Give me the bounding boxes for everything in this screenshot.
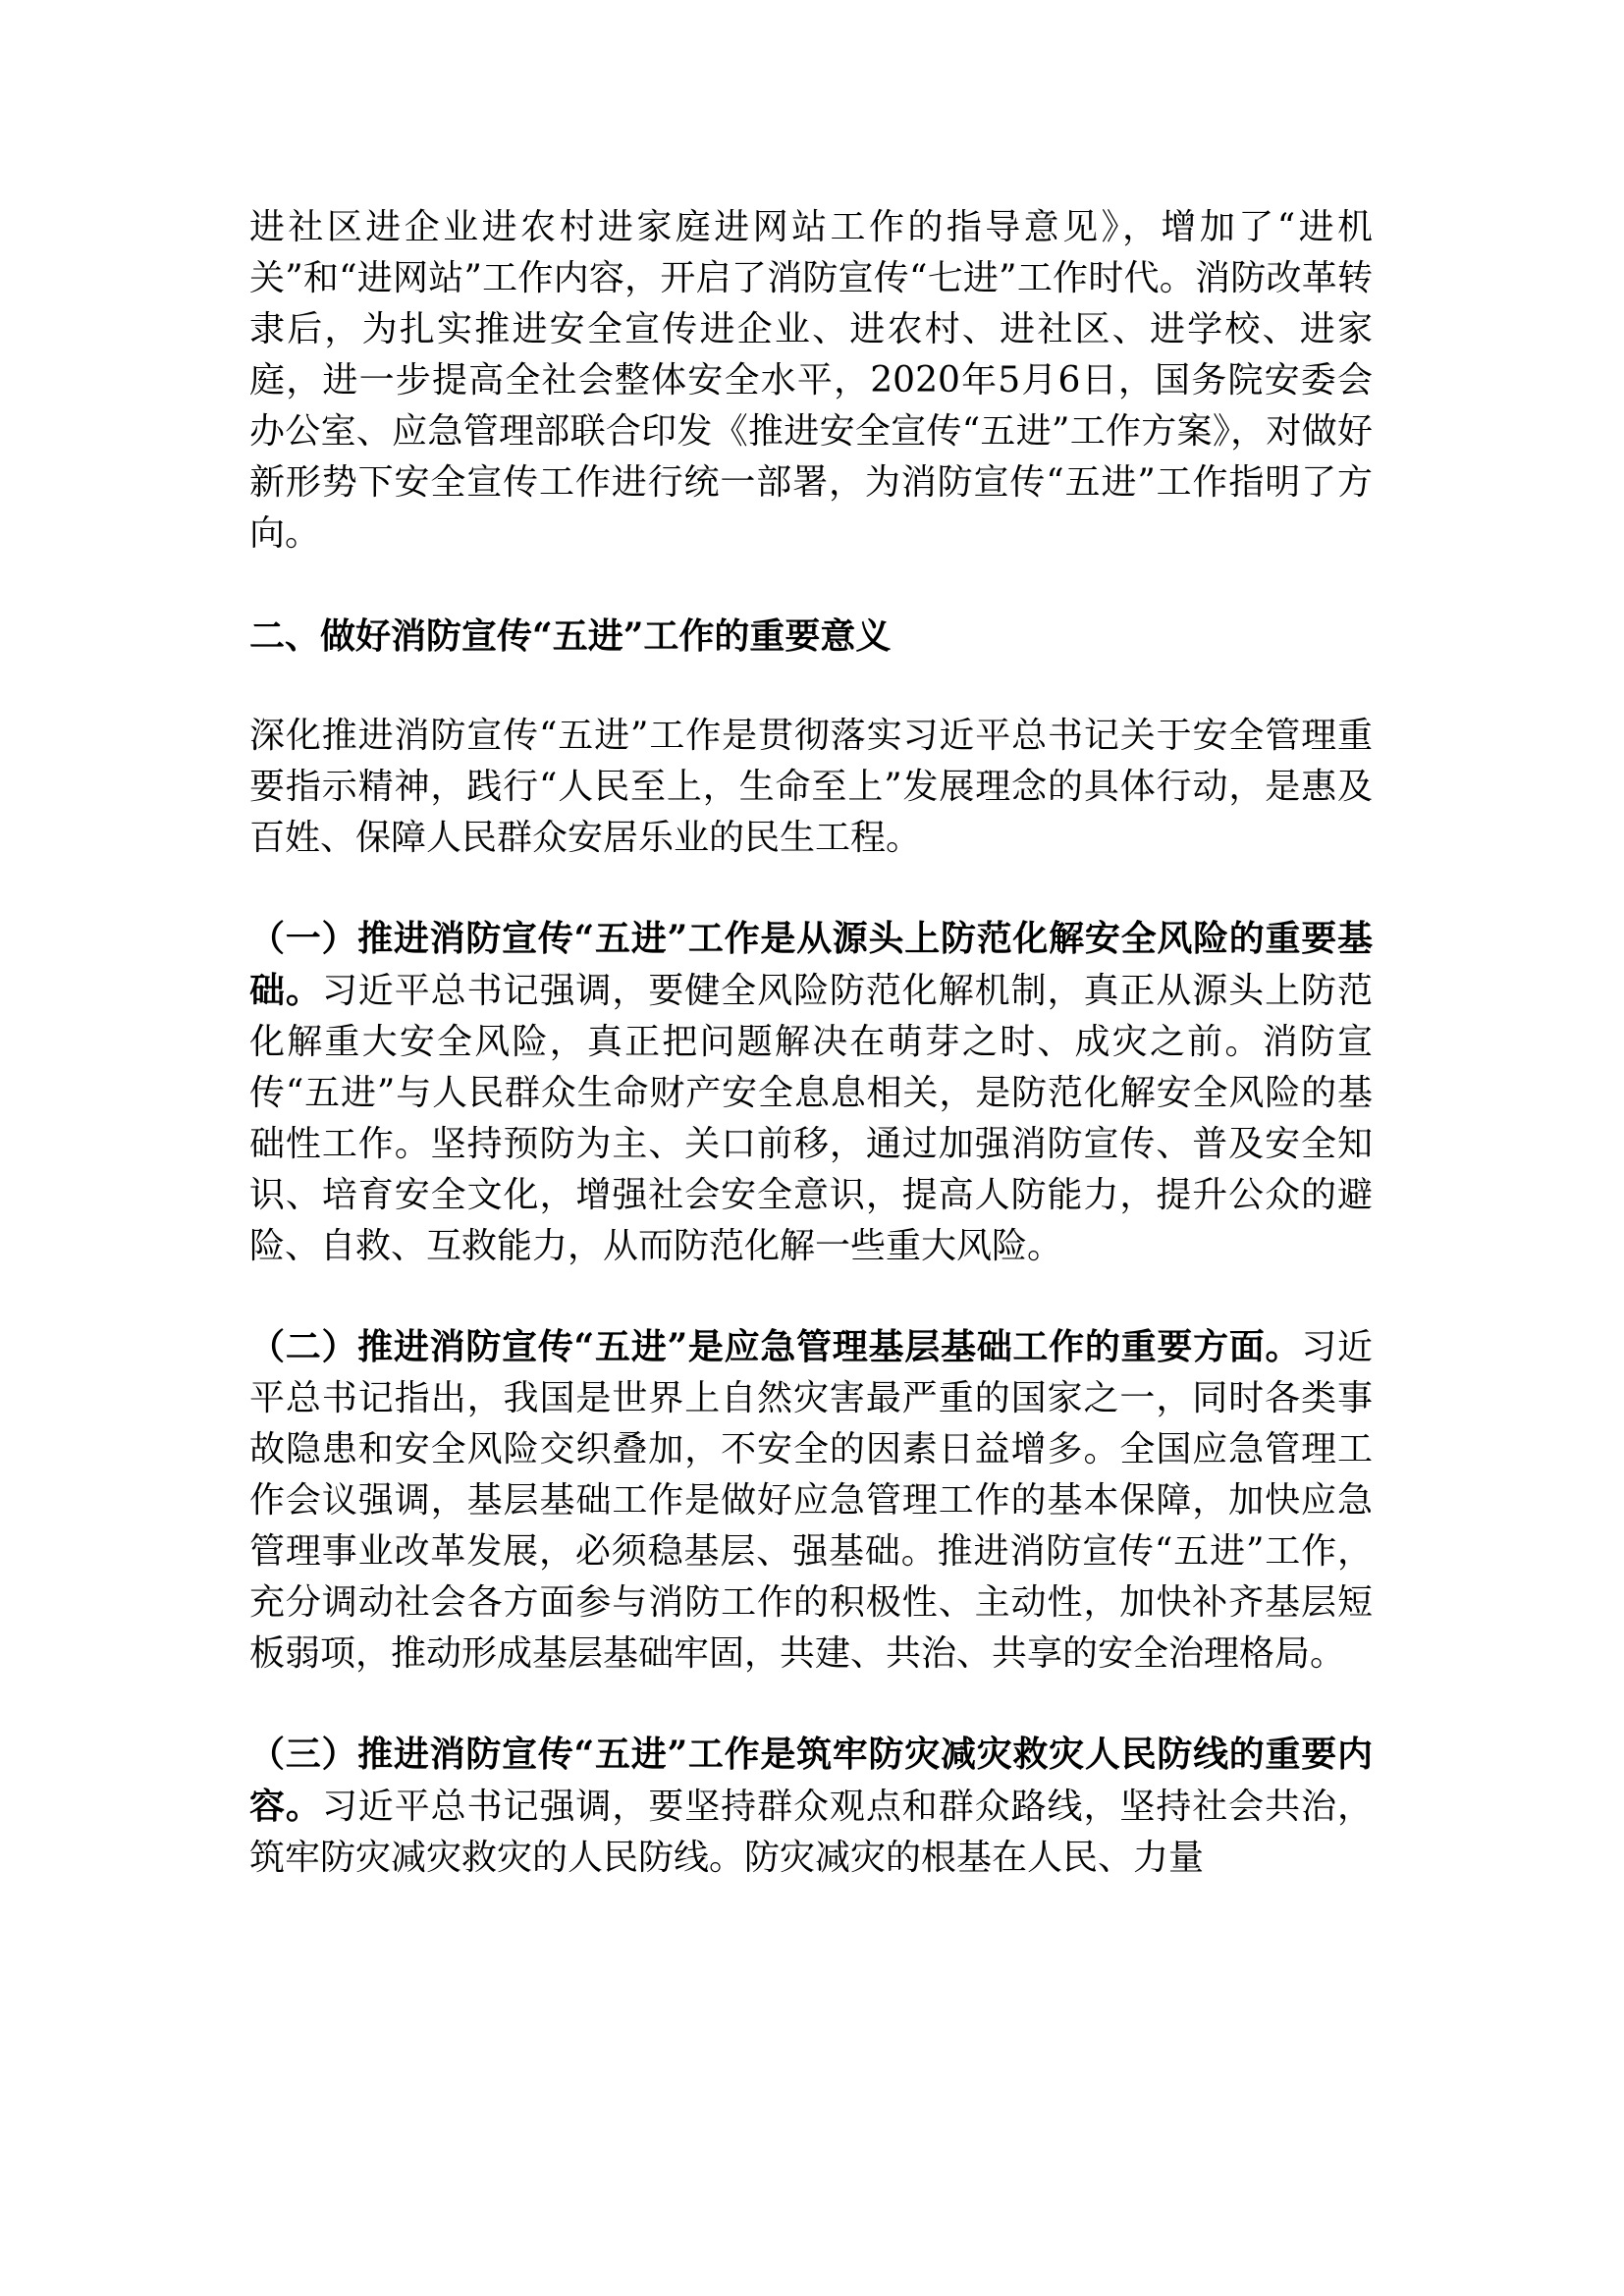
subsection-3-lead: （三）推进消防宣传“五进”工作是筑牢防灾减灾救灾人民防线的重要内容。 — [249, 1734, 1373, 1827]
subsection-2-paragraph — [249, 1321, 1373, 1680]
subsection-2-body: 习近平总书记指出，我国是世界上自然灾害最严重的国家之一，同时各类事故隐患和安全风险交织叠加，不安全的因素日益增多。全国应急管理工作会议强调，基层基础工作是做好应急管理工作的基本保障，加快应急管理事业改革发展，必须稳基层、强基础。推进消防宣传“五进”工作，充分调动社会各方面参与消防工作的积极性、主动性，加快补齐基层短板弱项，推动形成基层基础牢固，共建、共治、共享的安全治理格局。 — [249, 1327, 1373, 1674]
subsection-3-body: 习近平总书记强调，要坚持群众观点和群众路线，坚持社会共治，筑牢防灾减灾救灾的人民防线。防灾减灾的根基在人民、力量 — [249, 1787, 1373, 1878]
document-page — [249, 202, 1373, 1933]
subsection-1-body: 习近平总书记强调，要健全风险防范化解机制，真正从源头上防范化解重大安全风险，真正把问题解决在萌芽之时、成灾之前。消防宣传“五进”与人民群众生命财产安全息息相关，是防范化解安全风险的基础性工作。坚持预防为主、关口前移，通过加强消防宣传、普及安全知识、培育安全文化，增强社会安全意识，提高人防能力，提升公众的避险、自救、互救能力，从而防范化解一些重大风险。 — [249, 971, 1373, 1266]
subsection-2-lead: （二）推进消防宣传“五进”是应急管理基层基础工作的重要方面。 — [249, 1326, 1302, 1367]
section-2-intro-paragraph: 深化推进消防宣传“五进”工作是贯彻落实习近平总书记关于安全管理重要指示精神，践行“人民至上，生命至上”发展理念的具体行动，是惠及百姓、保障人民群众安居乐业的民生工程。 — [249, 716, 1373, 858]
subsection-3-paragraph — [249, 1729, 1373, 1884]
subsection-1-lead: （一）推进消防宣传“五进”工作是从源头上防范化解安全风险的重要基础。 — [249, 918, 1373, 1011]
subsection-1-paragraph — [249, 913, 1373, 1272]
section-heading-2: 二、做好消防宣传“五进”工作的重要意义 — [249, 615, 892, 657]
intro-paragraph: 进社区进企业进农村进家庭进网站工作的指导意见》，增加了“进机关”和“进网站”工作内容，开启了消防宣传“七进”工作时代。消防改革转隶后，为扎实推进安全宣传进企业、进农村、进社区、进学校、进家庭，进一步提高全社会整体安全水平，2020年5月6日，国务院安委会办公室、应急管理部联合印发《推进安全宣传“五进”工作方案》，对做好新形势下安全宣传工作进行统一部署，为消防宣传“五进”工作指明了方向。 — [249, 207, 1373, 554]
